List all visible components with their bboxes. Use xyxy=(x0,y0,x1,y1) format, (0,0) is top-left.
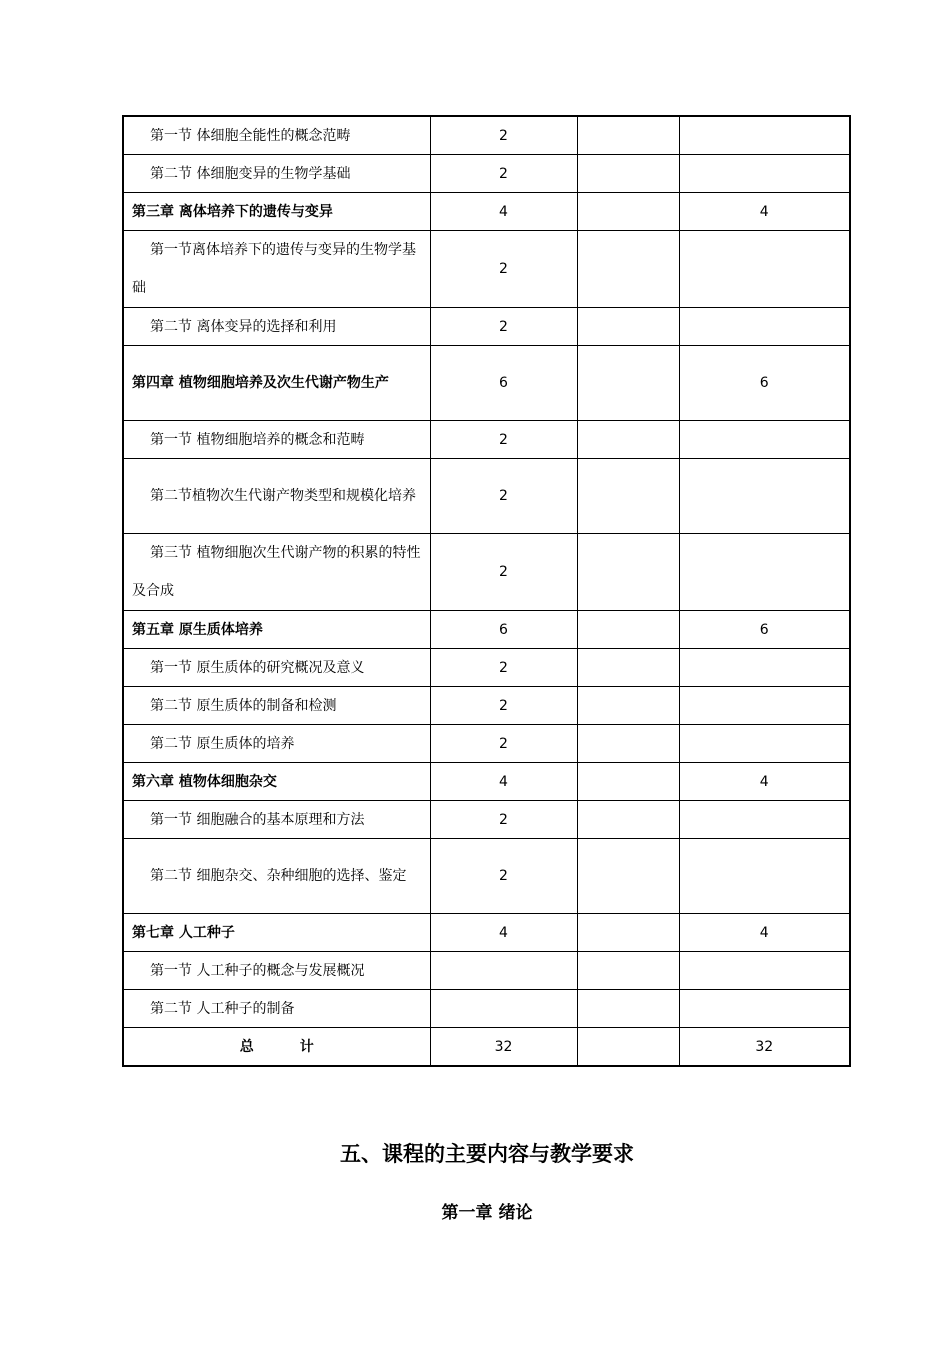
section-row xyxy=(123,116,850,155)
section-title-cell: 第一节 植物细胞培养的概念和范畴 xyxy=(123,421,430,459)
hours-cell-c4 xyxy=(679,459,850,534)
hours-cell-c3 xyxy=(577,421,679,459)
section-row xyxy=(123,421,850,459)
hours-cell-c2: 2 xyxy=(430,116,577,155)
hours-cell-c4 xyxy=(679,725,850,763)
hours-cell-c4: 6 xyxy=(679,611,850,649)
chapter-title-cell: 第七章 人工种子 xyxy=(123,914,430,952)
hours-cell-c4: 6 xyxy=(679,346,850,421)
hours-cell-c2: 2 xyxy=(430,459,577,534)
hours-cell-c2: 6 xyxy=(430,346,577,421)
hours-cell-c4: 4 xyxy=(679,914,850,952)
section-heading: 五、课程的主要内容与教学要求 xyxy=(340,1141,634,1166)
section-title-cell: 第二节 体细胞变异的生物学基础 xyxy=(123,155,430,193)
section-title-cell: 第三节 植物细胞次生代谢产物的积累的特性及合成 xyxy=(123,534,430,611)
hours-cell-c2: 4 xyxy=(430,763,577,801)
hours-cell-c2: 2 xyxy=(430,231,577,308)
hours-cell-c2: 2 xyxy=(430,421,577,459)
hours-cell-c3 xyxy=(577,763,679,801)
hours-cell-c4: 4 xyxy=(679,763,850,801)
section-row xyxy=(123,990,850,1028)
hours-cell-c4 xyxy=(679,421,850,459)
section-row xyxy=(123,534,850,611)
hours-cell-c2: 6 xyxy=(430,611,577,649)
hours-cell-c2: 2 xyxy=(430,687,577,725)
chapter-row xyxy=(123,611,850,649)
hours-cell-c2: 4 xyxy=(430,193,577,231)
hours-cell-c4 xyxy=(679,116,850,155)
hours-cell-c2: 2 xyxy=(430,839,577,914)
section-title-cell: 第一节 细胞融合的基本原理和方法 xyxy=(123,801,430,839)
total-label-left: 总 xyxy=(239,1038,254,1055)
chapter-title-cell: 第四章 植物细胞培养及次生代谢产物生产 xyxy=(123,346,430,421)
hours-cell-c2: 2 xyxy=(430,155,577,193)
hours-cell-c3 xyxy=(577,649,679,687)
hours-cell-c3 xyxy=(577,459,679,534)
section-title-cell: 第二节 离体变异的选择和利用 xyxy=(123,308,430,346)
section-title-cell: 第一节离体培养下的遗传与变异的生物学基础 xyxy=(123,231,430,308)
section-row xyxy=(123,952,850,990)
section-row xyxy=(123,801,850,839)
hours-cell-c2 xyxy=(430,990,577,1028)
hours-cell-c2: 2 xyxy=(430,308,577,346)
hours-cell-c4 xyxy=(679,801,850,839)
hours-cell-c3 xyxy=(577,839,679,914)
hours-cell-c2: 4 xyxy=(430,914,577,952)
hours-cell-c4: 4 xyxy=(679,193,850,231)
total-label-right: 计 xyxy=(299,1038,314,1055)
hours-cell-c4 xyxy=(679,649,850,687)
course-hours-table xyxy=(122,115,851,1067)
hours-cell-c4 xyxy=(679,308,850,346)
section-title-cell: 第二节植物次生代谢产物类型和规模化培养 xyxy=(123,459,430,534)
chapter-title-cell: 第六章 植物体细胞杂交 xyxy=(123,763,430,801)
hours-cell-c3 xyxy=(577,952,679,990)
total-hours-cell-c3 xyxy=(577,1028,679,1067)
chapter-row xyxy=(123,763,850,801)
hours-cell-c2: 2 xyxy=(430,649,577,687)
hours-cell-c4 xyxy=(679,534,850,611)
table-body xyxy=(123,116,850,1066)
hours-cell-c4 xyxy=(679,952,850,990)
hours-cell-c3 xyxy=(577,116,679,155)
hours-cell-c4 xyxy=(679,687,850,725)
section-row xyxy=(123,231,850,308)
hours-cell-c3 xyxy=(577,231,679,308)
hours-cell-c3 xyxy=(577,687,679,725)
hours-cell-c3 xyxy=(577,534,679,611)
hours-cell-c2: 2 xyxy=(430,801,577,839)
chapter-row xyxy=(123,346,850,421)
section-row xyxy=(123,687,850,725)
hours-cell-c4 xyxy=(679,839,850,914)
section-row xyxy=(123,649,850,687)
hours-cell-c2 xyxy=(430,952,577,990)
hours-cell-c3 xyxy=(577,308,679,346)
hours-cell-c3 xyxy=(577,193,679,231)
hours-cell-c2: 2 xyxy=(430,725,577,763)
total-label-cell xyxy=(123,1028,430,1067)
hours-cell-c3 xyxy=(577,611,679,649)
hours-cell-c3 xyxy=(577,914,679,952)
section-row xyxy=(123,459,850,534)
hours-cell-c3 xyxy=(577,346,679,421)
chapter-title-cell: 第三章 离体培养下的遗传与变异 xyxy=(123,193,430,231)
section-title-cell: 第一节 体细胞全能性的概念范畴 xyxy=(123,116,430,155)
hours-cell-c4 xyxy=(679,155,850,193)
total-hours-cell-c2: 32 xyxy=(430,1028,577,1067)
section-title-cell: 第一节 人工种子的概念与发展概况 xyxy=(123,952,430,990)
section-title-cell: 第二节 原生质体的制备和检测 xyxy=(123,687,430,725)
section-title-cell: 第二节 原生质体的培养 xyxy=(123,725,430,763)
section-row xyxy=(123,839,850,914)
hours-cell-c3 xyxy=(577,725,679,763)
section-title-cell: 第一节 原生质体的研究概况及意义 xyxy=(123,649,430,687)
section-title-cell: 第二节 细胞杂交、杂种细胞的选择、鉴定 xyxy=(123,839,430,914)
section-title-cell: 第二节 人工种子的制备 xyxy=(123,990,430,1028)
hours-cell-c4 xyxy=(679,990,850,1028)
section-row xyxy=(123,155,850,193)
chapter-title-cell: 第五章 原生质体培养 xyxy=(123,611,430,649)
hours-cell-c3 xyxy=(577,990,679,1028)
chapter-heading: 第一章 绪论 xyxy=(441,1203,533,1223)
total-hours-cell-c4: 32 xyxy=(679,1028,850,1067)
hours-cell-c3 xyxy=(577,801,679,839)
hours-cell-c4 xyxy=(679,231,850,308)
hours-cell-c3 xyxy=(577,155,679,193)
hours-cell-c2: 2 xyxy=(430,534,577,611)
chapter-row xyxy=(123,193,850,231)
section-row xyxy=(123,725,850,763)
total-row xyxy=(123,1028,850,1067)
chapter-row xyxy=(123,914,850,952)
section-row xyxy=(123,308,850,346)
